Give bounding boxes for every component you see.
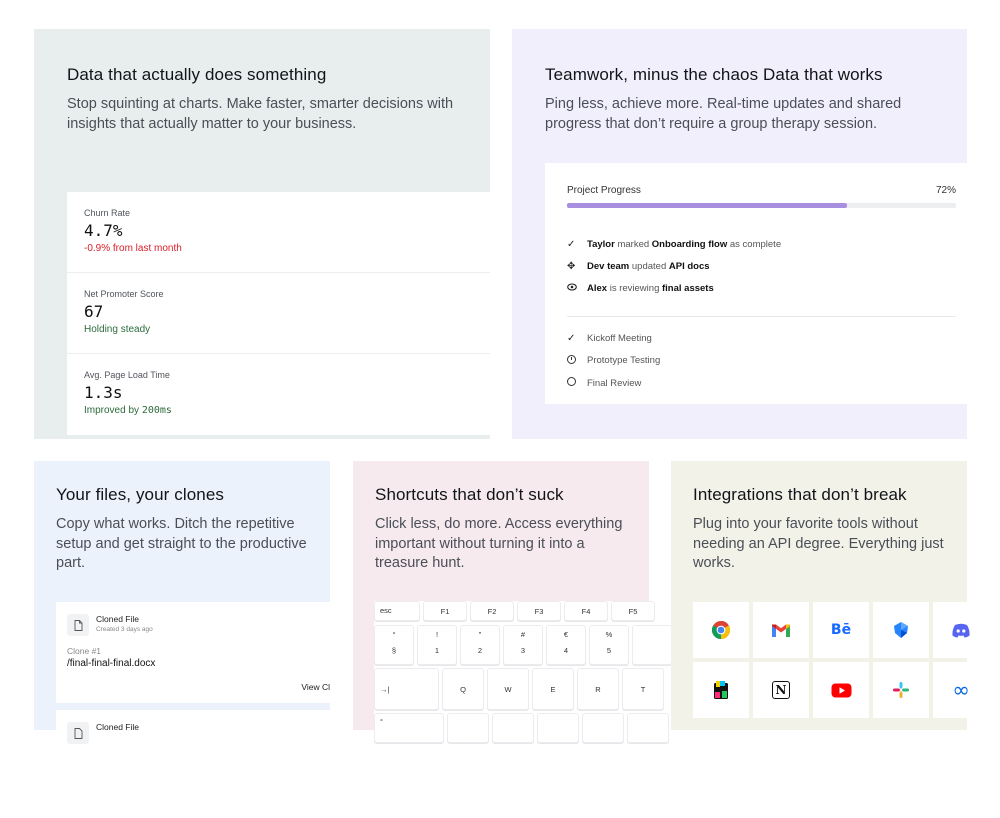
key-row4[interactable] <box>582 713 624 743</box>
key-f5[interactable] <box>611 601 655 621</box>
metric-note <box>84 405 474 416</box>
progress-bar <box>567 203 956 208</box>
teamwork-card <box>512 29 967 439</box>
activity-actor: Taylor <box>587 238 615 250</box>
key-label: R <box>595 685 601 694</box>
cloned-file-card <box>56 602 330 703</box>
key-row4[interactable] <box>627 713 669 743</box>
shortcuts-card <box>353 461 649 730</box>
key-label-bottom: 5 <box>606 646 612 655</box>
view-clone-button[interactable]: View Cl <box>301 682 330 692</box>
progress-label: Project Progress <box>567 185 641 196</box>
chrome-icon[interactable] <box>693 602 749 658</box>
key-label: Q <box>460 685 466 694</box>
activity-suffix: as complete <box>727 238 782 250</box>
key-row4[interactable] <box>537 713 579 743</box>
files-card <box>34 461 330 730</box>
milestone-label: Kickoff Meeting <box>587 332 652 344</box>
metric-page-load <box>67 354 490 435</box>
metric-value: 1.3s <box>84 383 123 402</box>
key-number-row[interactable] <box>589 625 629 665</box>
key-label-top: ° <box>392 630 396 639</box>
circle-icon <box>567 377 587 389</box>
key-number-row[interactable] <box>503 625 543 665</box>
clock-icon <box>567 355 587 367</box>
key-t[interactable] <box>622 668 664 710</box>
activity-actor: Alex <box>587 282 608 294</box>
meta-icon[interactable] <box>933 662 989 718</box>
metric-label: Churn Rate <box>84 208 131 218</box>
key-esc[interactable] <box>374 601 420 621</box>
key-number-row[interactable] <box>460 625 500 665</box>
activity-verb: is reviewing <box>607 282 662 294</box>
metric-value: 4.7% <box>84 221 123 240</box>
eye-icon <box>567 283 587 294</box>
key-label: F2 <box>487 607 497 616</box>
integrations-grid <box>693 602 970 730</box>
clone-path: /final-final-final.docx <box>67 658 156 669</box>
activity-feed <box>567 233 956 299</box>
key-label: F1 <box>440 607 450 616</box>
key-label: T <box>640 685 646 694</box>
progress-bar-fill <box>567 203 847 208</box>
key-q[interactable] <box>442 668 484 710</box>
file-title: Cloned File <box>96 722 139 732</box>
metric-note: -0.9% from last month <box>84 243 182 254</box>
check-icon: ✓ <box>567 238 576 250</box>
activity-verb: marked <box>614 238 652 250</box>
document-icon <box>67 614 89 636</box>
activity-item <box>567 255 956 277</box>
key-number-row[interactable] <box>546 625 586 665</box>
integrations-card <box>671 461 970 730</box>
key-label-top: " <box>478 630 482 639</box>
milestone-item <box>567 372 956 395</box>
milestone-item <box>567 350 956 373</box>
card-title: Integrations that don’t break <box>693 485 907 504</box>
behance-label: Bē <box>830 622 852 638</box>
cloned-file-card <box>56 710 330 811</box>
key-f1[interactable] <box>423 601 467 621</box>
key-label: ° <box>380 717 383 726</box>
milestone-list <box>567 327 956 395</box>
card-title: Teamwork, minus the chaos Data that works <box>545 65 883 84</box>
key-label-bottom: 4 <box>563 646 569 655</box>
metric-label: Net Promoter Score <box>84 289 164 299</box>
document-icon <box>67 722 89 744</box>
key-label-top: € <box>563 630 569 639</box>
metrics-panel <box>67 192 490 435</box>
activity-object: final assets <box>662 282 714 294</box>
key-row4[interactable] <box>447 713 489 743</box>
key-label-top: % <box>605 630 613 639</box>
activity-object: API docs <box>668 260 710 272</box>
key-label-bottom: 1 <box>434 646 440 655</box>
key-label-bottom: § <box>391 646 397 655</box>
card-description: Ping less, achieve more. Real-time updates and shared progress that don’t require a group therapy session. <box>545 96 902 132</box>
key-caps[interactable] <box>374 713 444 743</box>
activity-verb: updated <box>629 260 669 272</box>
file-created: Created 3 days ago <box>96 626 153 633</box>
notion-label: N <box>775 683 787 697</box>
project-progress-panel <box>545 163 967 404</box>
card-title: Shortcuts that don’t suck <box>375 485 564 504</box>
slack-icon[interactable] <box>873 662 929 718</box>
card-title: Your files, your clones <box>56 485 224 504</box>
move-icon: ✥ <box>567 260 576 272</box>
card-description: Plug into your favorite tools without needing an API degree. Everything just works. <box>693 516 944 571</box>
card-title: Data that actually does something <box>67 65 327 84</box>
youtube-icon[interactable] <box>813 662 869 718</box>
key-label: →| <box>380 685 390 694</box>
gmail-icon[interactable] <box>753 602 809 658</box>
discord-icon[interactable] <box>933 602 989 658</box>
metric-nps <box>67 273 490 354</box>
key-w[interactable] <box>487 668 529 710</box>
key-number-row[interactable] <box>632 625 672 665</box>
behance-icon[interactable] <box>813 602 869 658</box>
key-label: E <box>550 685 556 694</box>
key-label-bottom: 2 <box>477 646 483 655</box>
ai-studio-icon[interactable] <box>693 662 749 718</box>
key-label-top: # <box>520 630 526 639</box>
metric-label: Avg. Page Load Time <box>84 370 170 380</box>
key-label: esc <box>380 606 392 615</box>
key-f2[interactable] <box>470 601 514 621</box>
key-label: F4 <box>581 607 591 616</box>
key-number-row[interactable] <box>417 625 457 665</box>
key-label: W <box>504 685 512 694</box>
notion-icon[interactable] <box>753 662 809 718</box>
key-number-row[interactable] <box>374 625 414 665</box>
analytics-card <box>34 29 490 439</box>
milestone-item <box>567 327 956 350</box>
key-label: F5 <box>628 607 638 616</box>
key-tab[interactable] <box>374 668 439 710</box>
metric-value: 67 <box>84 302 104 321</box>
clone-number: Clone #1 <box>67 646 102 656</box>
activity-item <box>567 233 956 255</box>
activity-item <box>567 277 956 299</box>
keyboard <box>374 601 649 730</box>
file-list <box>56 602 330 818</box>
meta-label: ∞ <box>952 677 970 702</box>
metric-note-prefix: Improved by <box>84 405 142 416</box>
milestone-label: Final Review <box>587 377 642 389</box>
card-description: Copy what works. Ditch the repetitive setup and get straight to the productive part. <box>56 516 307 571</box>
key-label: F3 <box>534 607 544 616</box>
key-f4[interactable] <box>564 601 608 621</box>
check-icon: ✓ <box>567 332 576 344</box>
card-description: Stop squinting at charts. Make faster, smarter decisions with insights that actually matter to your business. <box>67 96 454 132</box>
activity-actor: Dev team <box>587 260 630 272</box>
file-title: Cloned File <box>96 614 139 624</box>
divider <box>567 316 956 317</box>
key-r[interactable] <box>577 668 619 710</box>
bitbucket-icon[interactable] <box>873 602 929 658</box>
card-description: Click less, do more. Access everything important without turning it into a treasure hunt. <box>375 516 623 571</box>
activity-object: Onboarding flow <box>651 238 728 250</box>
key-row4[interactable] <box>492 713 534 743</box>
milestone-label: Prototype Testing <box>587 355 661 367</box>
progress-percent: 72% <box>935 185 956 196</box>
metric-note: Holding steady <box>84 324 151 335</box>
key-label-bottom: 3 <box>520 646 526 655</box>
key-f3[interactable] <box>517 601 561 621</box>
metric-churn-rate <box>67 192 490 273</box>
key-label-top: ! <box>435 630 439 639</box>
key-e[interactable] <box>532 668 574 710</box>
metric-note-value: 200ms <box>141 405 172 416</box>
